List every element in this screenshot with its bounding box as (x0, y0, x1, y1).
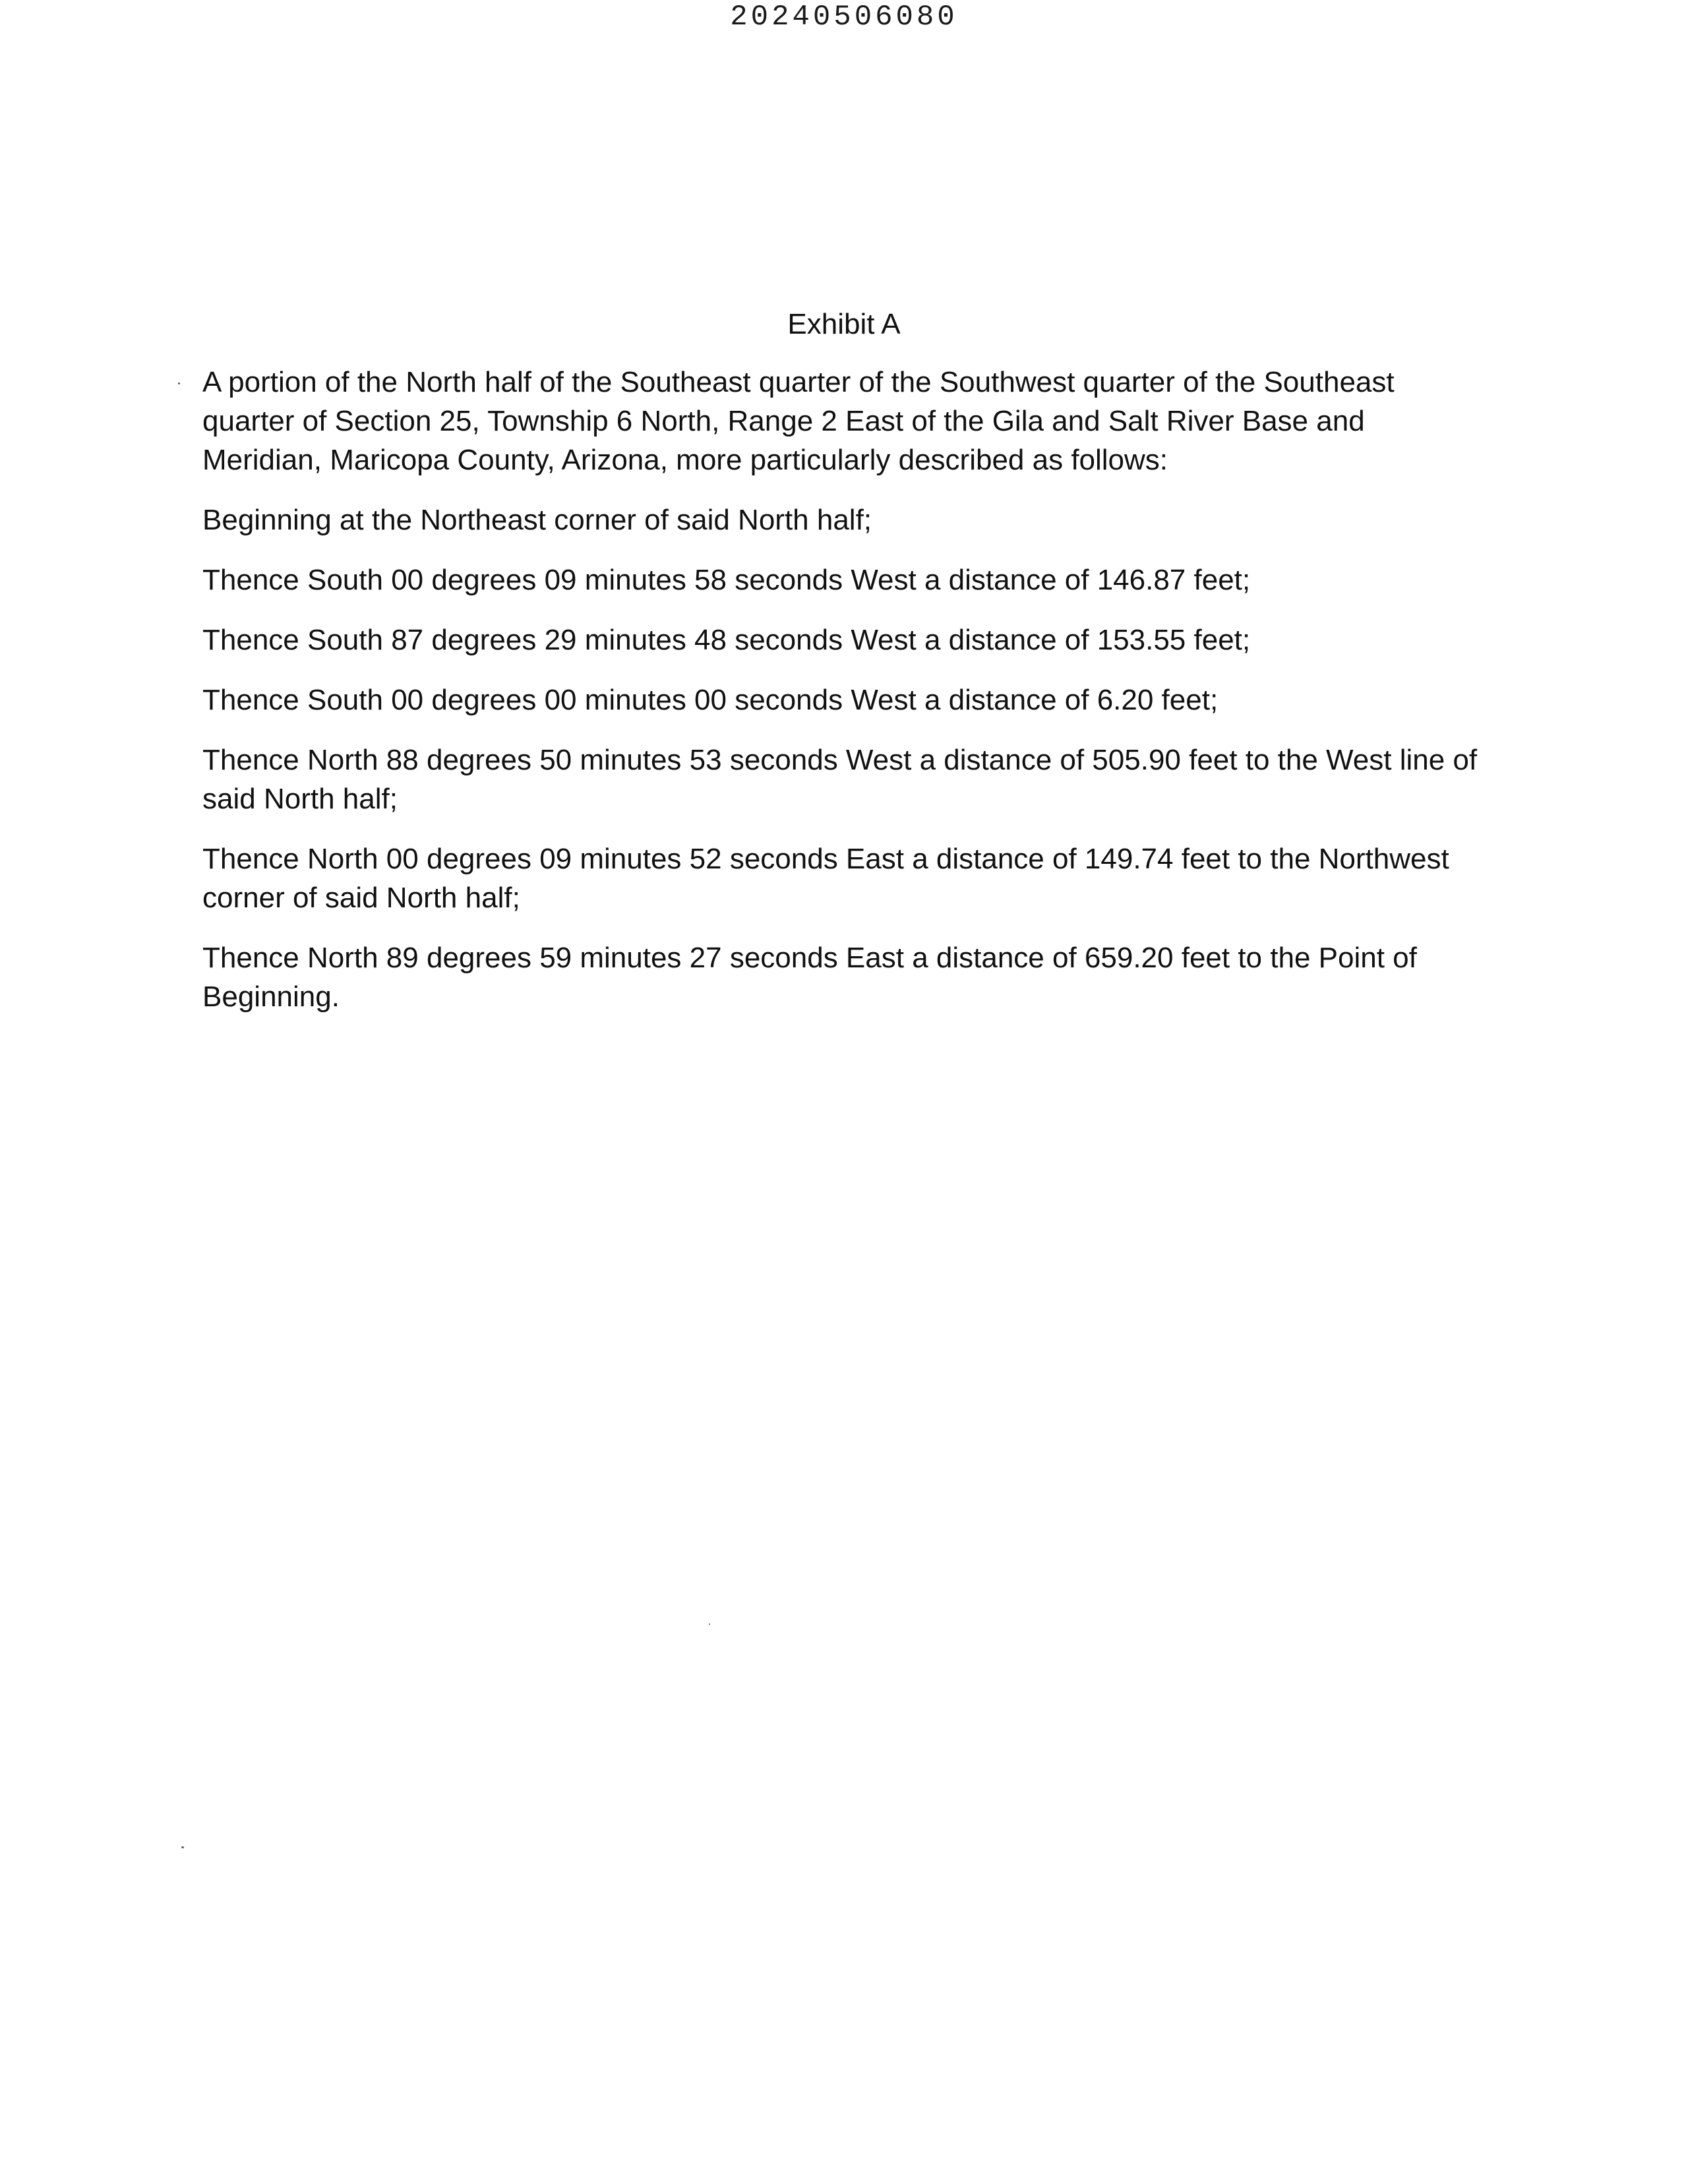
point-of-beginning-paragraph: Beginning at the Northeast corner of said North half; (202, 504, 872, 536)
course-4-paragraph: Thence North 88 degrees 50 minutes 53 seconds West a distance of 505.90 feet to the West line of said North half; (202, 744, 1478, 815)
course-5-paragraph: Thence North 00 degrees 09 minutes 52 seconds East a distance of 149.74 feet to the Northwest corner of said North half; (202, 843, 1449, 914)
legal-description (202, 363, 1482, 1037)
course-2-paragraph: Thence South 87 degrees 29 minutes 48 seconds West a distance of 153.55 feet; (202, 624, 1251, 656)
intro-paragraph: A portion of the North half of the Southeast quarter of the Southwest quarter of the Southeast quarter of Section 25, Township 6 North, Range 2 East of the Gila and Salt River Base and Meridian, Maricopa County, Arizona, more particularly described as follows: (202, 366, 1395, 476)
document-number: 20240506080 (730, 1, 958, 34)
course-3-paragraph: Thence South 00 degrees 00 minutes 00 seconds West a distance of 6.20 feet; (202, 684, 1219, 716)
scan-speck (181, 1846, 184, 1848)
course-6-paragraph: Thence North 89 degrees 59 minutes 27 seconds East a distance of 659.20 feet to the Point of Beginning. (202, 942, 1417, 1013)
scan-speck (709, 1623, 710, 1625)
page-title: Exhibit A (787, 308, 901, 340)
course-1-paragraph: Thence South 00 degrees 09 minutes 58 seconds West a distance of 146.87 feet; (202, 564, 1251, 596)
scan-speck (178, 382, 180, 384)
